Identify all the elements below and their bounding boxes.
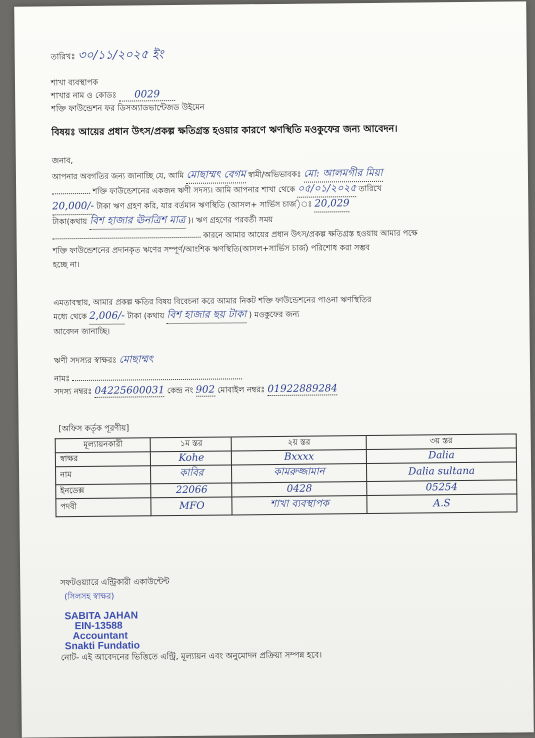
cell: কাবির bbox=[151, 465, 232, 484]
cell: Bxxxx bbox=[232, 450, 367, 465]
cell: 22066 bbox=[151, 483, 232, 498]
header-evaluator: মূল্যায়নকারী bbox=[55, 438, 151, 453]
cell: শাখা ব্যবস্থাপক bbox=[232, 496, 367, 515]
signature-label: ঋণী সদস্যর স্বাক্ষরঃ bbox=[53, 355, 117, 366]
cell: কামরুজ্জামান bbox=[232, 464, 367, 483]
branch-line bbox=[51, 90, 175, 102]
row-label: স্বাক্ষর bbox=[55, 452, 151, 467]
p1-text-f: টাকা(কথায় bbox=[52, 216, 88, 227]
cell: A.S bbox=[367, 494, 517, 514]
outstanding-amount: 20,029 bbox=[314, 197, 349, 212]
p1-text-a: আপনার অবগতির জন্য জানাচ্ছি যে, আমি bbox=[51, 170, 185, 182]
p2-text-e: আবেদন জানাচ্ছি। bbox=[53, 326, 110, 337]
salutation: জনাব, bbox=[51, 156, 74, 166]
subject-line: বিষয়ঃ আয়ের প্রধান উৎস/প্রকল্প ক্ষতিগ্রস্ত হওয়ার কারণে ঋণস্থিতি মওকুফের জন্য আবেদন। bbox=[51, 123, 398, 139]
guardian-name: মো: আলমগীর মিয়া bbox=[304, 167, 383, 183]
branch-label: শাখার নাম ও কোডঃ bbox=[51, 90, 117, 101]
member-no-label: সদস্য নম্বরঃ bbox=[54, 386, 93, 397]
body-paragraph-1 bbox=[52, 165, 523, 272]
waiver-words: বিশ হাজার ছয় টাকা bbox=[167, 308, 247, 324]
body-paragraph-2 bbox=[53, 291, 523, 339]
table-row bbox=[56, 494, 517, 517]
p2-text-a: এমতাবস্থায়, আমার প্রকল্প ক্ষতির বিষয় বিবেচনা করে আমার নিকট শক্তি ফাউন্ডেশনের পাওনা ঋণস্থিতির bbox=[53, 294, 372, 308]
approver-title: সফটওয়্যারে এন্ট্রিকারী একাউন্টেন্ট bbox=[60, 577, 170, 588]
waiver-amount: 2,006/- bbox=[89, 310, 125, 325]
p2-text-c: টাকা (কথায় bbox=[127, 311, 165, 321]
p1-text-c: শক্তি ফাউন্ডেশনের একজন ঋণী সদস্য। আমি আপনার শাখা থেকে bbox=[92, 184, 296, 196]
name-label: নামঃ bbox=[54, 374, 70, 384]
cell: 0428 bbox=[232, 482, 367, 497]
outstanding-words: বিশ হাজার ঊনত্রিশ মাত্র bbox=[89, 214, 185, 230]
p2-text-d: ) মওকুফের জন্য bbox=[248, 309, 300, 320]
date-value: ৩০/১১/২০২৫ ইং bbox=[77, 47, 164, 63]
evaluation-table bbox=[55, 433, 518, 517]
header-level-1: ১ম স্তর bbox=[151, 437, 232, 452]
p1-text-h: কারনে আমার আয়ের প্রধান উৎস/প্রকল্প ক্ষতিগ্রস্ত হওয়ায় আমার পক্ষে bbox=[203, 228, 418, 240]
stamp-name: SABITA JAHAN bbox=[64, 610, 138, 623]
stamp-organization: Snakti Fundatio bbox=[64, 640, 140, 653]
p1-text-b: স্বামী/অভিভাবকঃ bbox=[248, 169, 302, 180]
stamp-ein: EIN-13588 bbox=[74, 620, 123, 633]
header-level-2: ২য় স্তর bbox=[232, 436, 367, 451]
row-label: ইনডেক্স bbox=[56, 484, 152, 499]
applicant-name-line bbox=[54, 372, 242, 384]
p1-text-d: তারিখে bbox=[358, 183, 382, 194]
accountant-stamp bbox=[64, 599, 140, 652]
mobile-number: 01922889284 bbox=[267, 383, 338, 396]
applicant-name: মোছাম্মৎ বেগম bbox=[186, 168, 245, 184]
row-label: নাম bbox=[56, 466, 152, 485]
cell: Kohe bbox=[151, 451, 232, 466]
member-info-line bbox=[54, 384, 337, 398]
cell: Dalia bbox=[366, 448, 516, 464]
center-number: 902 bbox=[195, 384, 215, 396]
footer-note: নোট- এই আবেদনের ভিত্তিতে এন্ট্রি, মূল্যায়ন এবং অনুমোদন প্রক্রিয়া সম্পন্ন হবে। bbox=[60, 649, 322, 663]
loan-date: ০৫/০১/২০২৫ bbox=[297, 182, 356, 198]
loan-amount: 20,000/- bbox=[52, 200, 94, 215]
applicant-signature: মোছাম্মৎ bbox=[119, 354, 154, 366]
p2-text-b: মধ্যে থেকে bbox=[53, 311, 87, 322]
seal-signature-label: (সিলসহ স্বাক্ষর) bbox=[64, 591, 115, 602]
center-label: কেন্দ্র নং bbox=[167, 385, 194, 396]
applicant-signature-line bbox=[54, 355, 154, 366]
mobile-label: মোবাইল নম্বরঃ bbox=[217, 385, 266, 395]
member-number: 04225600031 bbox=[94, 385, 165, 397]
office-use-note: [অফিস কর্তৃক পূরণীয়] bbox=[58, 423, 130, 434]
addressee-title: শাখা ব্যবস্থাপক bbox=[50, 77, 99, 88]
date-label: তারিখঃ bbox=[50, 52, 76, 62]
p1-text-g: )। ঋণ গ্রহণের পরবর্তী সময় bbox=[187, 215, 273, 225]
organization-name: শক্তি ফাউন্ডেশন ফর ডিসঅ্যাডভান্টেজড উইমেন bbox=[51, 102, 205, 114]
p1-text-j: হচ্ছে না। bbox=[52, 260, 80, 270]
stamp-role: Accountant bbox=[72, 630, 128, 643]
application-paper bbox=[14, 1, 534, 737]
branch-code: 0029 bbox=[119, 90, 175, 102]
header-level-3: ৩য় স্তর bbox=[366, 434, 516, 450]
row-label: পদবী bbox=[56, 498, 152, 517]
p1-text-e: টাকা ঋণ গ্রহণ করি, যার বর্তমান ঋণস্থিতি (আসল+ সার্ভিস চার্জ)ঃ bbox=[96, 199, 313, 211]
date-line bbox=[51, 49, 164, 62]
cell: Dalia sultana bbox=[366, 462, 516, 482]
cell: 05254 bbox=[367, 480, 517, 496]
cell: MFO bbox=[151, 497, 232, 516]
p1-text-i: শক্তি ফাউন্ডেশনের প্রদানকৃত ঋণের সম্পূর্ণ/আংশিক ঋণস্থিতি(আসল+সার্ভিস চার্জ) পরিশোধ করা সম্ভব bbox=[52, 242, 370, 256]
